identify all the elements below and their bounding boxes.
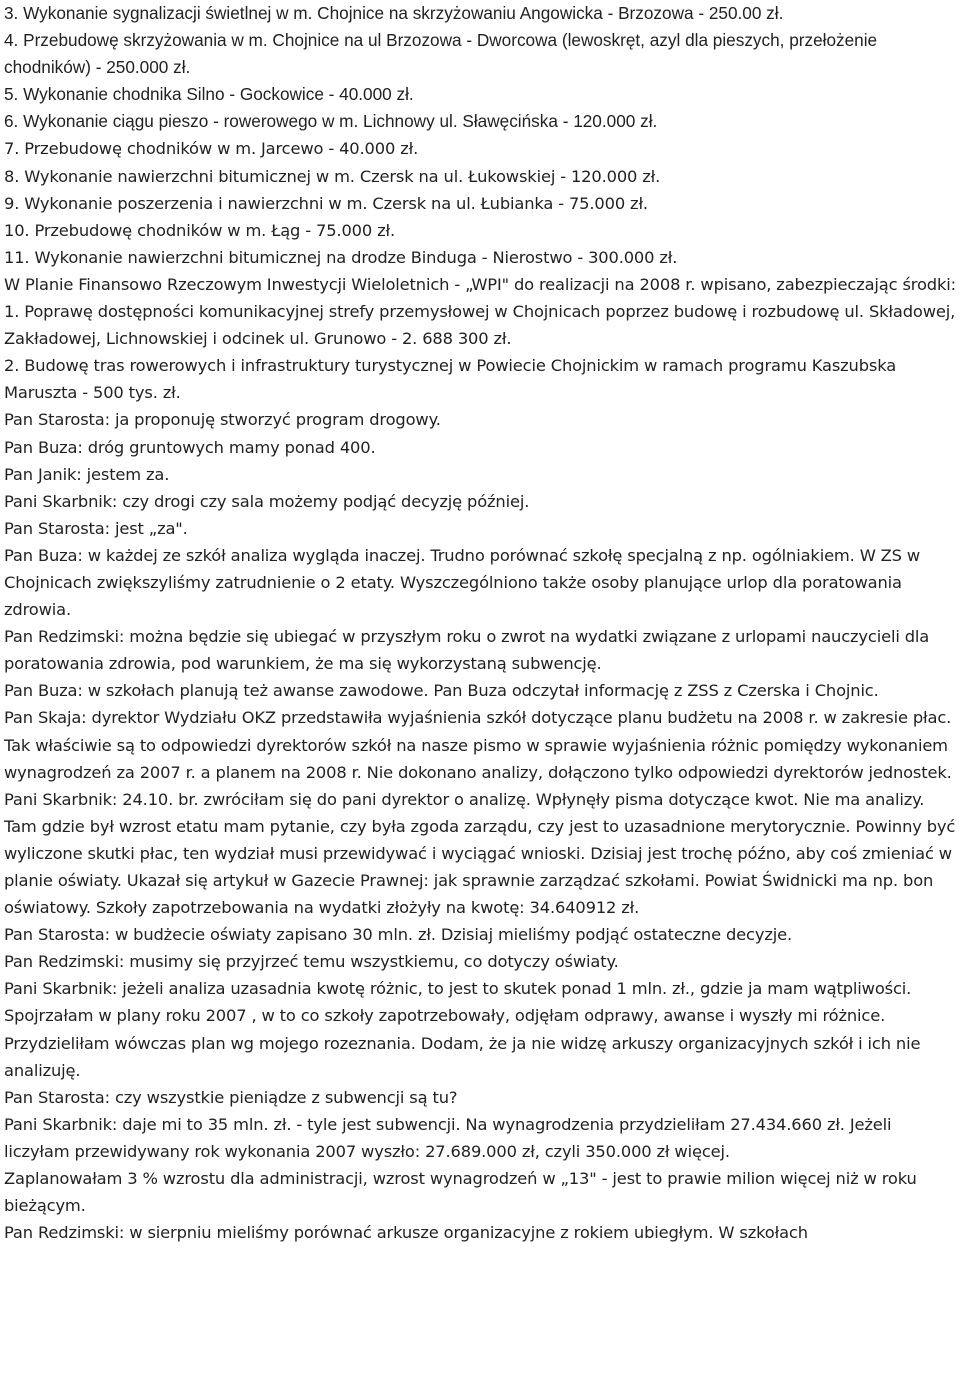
wpi-item-2: 2. Budowę tras rowerowych i infrastruktury turystycznej w Powiecie Chojnickim w ramach programu Kaszubska Maruszta - 500 tys. zł.: [4, 356, 897, 403]
speech-paragraph: Pani Skarbnik: jeżeli analiza uzasadnia kwotę różnic, to jest to skutek ponad 1 mln. zł., gdzie ja mam wątpliwości. Spojrzałam w plany roku 2007 , w to co szkoły zapotrzebowały, odjęłam odprawy, awanse i wyszły mi różnice. Przydzieliłam wówczas plan wg mojego rozeznania. Dodam, że ja nie widzę arkuszy organizacyjnych szkół i ich nie analizuję.: [4, 979, 921, 1080]
speech-paragraph: Pan Redzimski: można będzie się ubiegać w przyszłym roku o zwrot na wydatki związane z urlopami nauczycieli dla poratowania zdrowia, pod warunkiem, że ma się wykorzystaną subwencję.: [4, 627, 930, 674]
speech-paragraph: Pani Skarbnik: daje mi to 35 mln. zł. - tyle jest subwencji. Na wynagrodzenia przydzieliłam 27.434.660 zł. Jeżeli liczyłam przewidywany rok wykonania 2007 wyszło: 27.689.000 zł, czyli 350.000 zł więcej.: [4, 1114, 892, 1161]
wpi-intro-paragraph: W Planie Finansowo Rzeczowym Inwestycji Wieloletnich - „WPI" do realizacji na 2008 r. wpisano, zabezpieczając środki:: [4, 274, 956, 294]
speech-paragraph: Pan Skaja: dyrektor Wydziału OKZ przedstawiła wyjaśnienia szkół dotyczące planu budżetu na 2008 r. w zakresie płac. Tak właściwie są to odpowiedzi dyrektorów szkół na nasze pismo w sprawie wyjaśnienia różnic pomiędzy wykonaniem wynagrodzeń za 2007 r. a planem na 2008 r. Nie dokonano analizy, dołączono tylko odpowiedzi dyrektorów jednostek.: [4, 708, 952, 782]
speech-paragraph: Pani Skarbnik: 24.10. br. zwróciłam się do pani dyrektor o analizę. Wpłynęły pisma dotyczące kwot. Nie ma analizy. Tam gdzie był wzrost etatu mam pytanie, czy była zgoda zarządu, czy jest to uzasadnione merytorycznie. Powinny być wyliczone skutki płac, ten wydział musi przewidywać i wyciągać wnioski. Dzisiaj jest trochę późno, aby coś zmieniać w planie oświaty. Ukazał się artykuł w Gazecie Prawnej: jak sprawnie zarządzać szkołami. Powiat Świdnicki ma np. bon oświatowy. Szkoły zapotrzebowania na wydatki złożyły na kwotę: 34.640912 zł.: [4, 789, 956, 918]
list-item-9: 9. Wykonanie poszerzenia i nawierzchni w m. Czersk na ul. Łubianka - 75.000 zł.: [4, 193, 648, 213]
document-body: [4, 0, 958, 1246]
list-item-8: 8. Wykonanie nawierzchni bitumicznej w m. Czersk na ul. Łukowskiej - 120.000 zł.: [4, 166, 661, 186]
list-item-11: 11. Wykonanie nawierzchni bitumicznej na drodze Binduga - Nierostwo - 300.000 zł.: [4, 247, 678, 267]
list-item-7: 7. Przebudowę chodników w m. Jarcewo - 40.000 zł.: [4, 139, 419, 159]
speech-paragraph: Pan Starosta: ja proponuję stworzyć program drogowy.: [4, 410, 441, 430]
speech-paragraph: Pan Redzimski: musimy się przyjrzeć temu wszystkiemu, co dotyczy oświaty.: [4, 952, 619, 972]
list-item-4: 4. Przebudowę skrzyżowania w m. Chojnice na ul Brzozowa - Dworcowa (lewoskręt, azyl dla pieszych, przełożenie chodników) - 250.000 zł.: [4, 30, 878, 78]
speech-paragraph: Pan Starosta: w budżecie oświaty zapisano 30 mln. zł. Dzisiaj mieliśmy podjąć ostateczne decyzje.: [4, 925, 792, 945]
list-item-5: 5. Wykonanie chodnika Silno - Gockowice - 40.000 zł.: [4, 84, 414, 105]
speech-paragraph: Pan Starosta: czy wszystkie pieniądze z subwencji są tu?: [4, 1087, 458, 1107]
list-item-6: 6. Wykonanie ciągu pieszo - rowerowego w m. Lichnowy ul. Sławęcińska - 120.000 zł.: [4, 111, 658, 132]
speech-paragraph: Pan Redzimski: w sierpniu mieliśmy porównać arkusze organizacyjne z rokiem ubiegłym. W szkołach: [4, 1223, 808, 1243]
list-item-3: 3. Wykonanie sygnalizacji świetlnej w m. Chojnice na skrzyżowaniu Angowicka - Brzozowa - 250.00 zł.: [4, 3, 784, 23]
wpi-item-1: 1. Poprawę dostępności komunikacyjnej strefy przemysłowej w Chojnicach poprzez budowę i rozbudowę ul. Składowej, Zakładowej, Lichnowskiej i odcinek ul. Grunowo - 2. 688 300 zł.: [4, 302, 956, 349]
speech-paragraph: Pan Starosta: jest „za".: [4, 518, 188, 538]
speech-paragraph: Pan Janik: jestem za.: [4, 464, 170, 484]
speech-paragraph: Pan Buza: dróg gruntowych mamy ponad 400.: [4, 437, 376, 457]
speech-paragraph: Pani Skarbnik: czy drogi czy sala możemy podjąć decyzję później.: [4, 491, 530, 511]
speech-paragraph: Pan Buza: w każdej ze szkół analiza wygląda inaczej. Trudno porównać szkołę specjalną z np. ogólniakiem. W ZS w Chojnicach zwiększyliśmy zatrudnienie o 2 etaty. Wyszczególniono także osoby planujące urlop dla poratowania zdrowia.: [4, 545, 921, 620]
speech-paragraph: Pan Buza: w szkołach planują też awanse zawodowe. Pan Buza odczytał informację z ZSS z Czerska i Chojnic.: [4, 681, 879, 701]
list-item-10: 10. Przebudowę chodników w m. Łąg - 75.000 zł.: [4, 220, 396, 240]
speech-paragraph: Zaplanowałam 3 % wzrostu dla administracji, wzrost wynagrodzeń w „13" - jest to prawie milion więcej niż w roku bieżącym.: [4, 1169, 917, 1216]
